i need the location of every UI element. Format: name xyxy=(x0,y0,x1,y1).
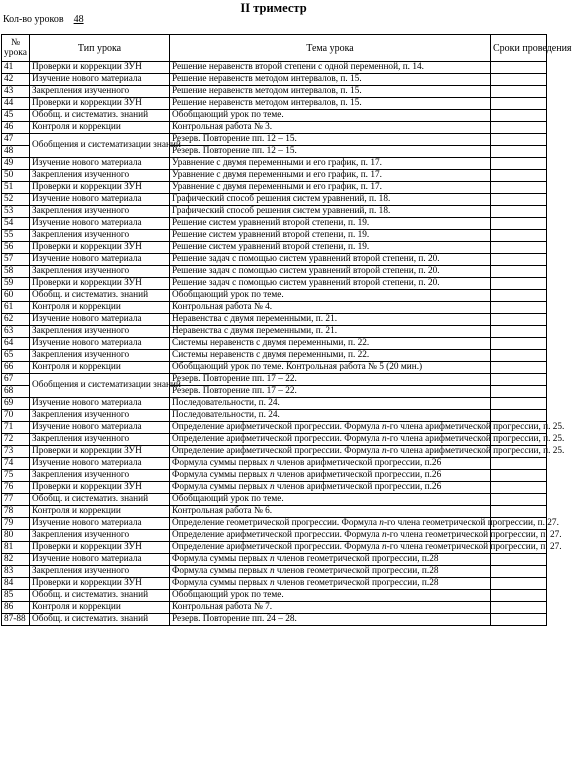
lesson-topic: Формула суммы первых n членов геометрической прогрессии, п.28 xyxy=(170,566,491,578)
lesson-topic: Формула суммы первых n членов арифметической прогрессии, п.26 xyxy=(170,482,491,494)
lesson-dates xyxy=(491,506,547,518)
table-row xyxy=(2,254,547,266)
lesson-type: Обобщ. и систематиз. знаний xyxy=(30,110,170,122)
lesson-dates xyxy=(491,206,547,218)
table-row xyxy=(2,422,547,434)
lesson-dates xyxy=(491,170,547,182)
lesson-dates xyxy=(491,158,547,170)
lesson-type: Закрепления изученного xyxy=(30,566,170,578)
lesson-number: 49 xyxy=(2,158,30,170)
lesson-dates xyxy=(491,614,547,626)
table-row xyxy=(2,122,547,134)
lesson-number: 59 xyxy=(2,278,30,290)
lesson-number: 50 xyxy=(2,170,30,182)
lesson-topic: Решение неравенств методом интервалов, п. 15. xyxy=(170,86,491,98)
lesson-dates xyxy=(491,482,547,494)
lesson-type: Изучение нового материала xyxy=(30,194,170,206)
lesson-number: 46 xyxy=(2,122,30,134)
lesson-dates xyxy=(491,362,547,374)
lesson-topic: Решение задач с помощью систем уравнений второй степени, п. 20. xyxy=(170,254,491,266)
lesson-topic: Формула суммы первых n членов геометрической прогрессии, п.28 xyxy=(170,578,491,590)
lesson-number: 72 xyxy=(2,434,30,446)
lessons-count-value: 48 xyxy=(73,14,84,25)
lesson-dates xyxy=(491,230,547,242)
lesson-number: 68 xyxy=(2,386,30,398)
table-row xyxy=(2,302,547,314)
table-row xyxy=(2,218,547,230)
lesson-type: Контроля и коррекции xyxy=(30,122,170,134)
table-row xyxy=(2,530,547,542)
lesson-dates xyxy=(491,74,547,86)
lessons-count xyxy=(3,14,90,26)
table-row xyxy=(2,446,547,458)
lesson-topic: Решение систем уравнений второй степени, п. 19. xyxy=(170,242,491,254)
lesson-number: 57 xyxy=(2,254,30,266)
lesson-number: 75 xyxy=(2,470,30,482)
page-title: II триместр xyxy=(240,1,307,15)
lesson-topic: Уравнение с двумя переменными и его график, п. 17. xyxy=(170,158,491,170)
table-row xyxy=(2,194,547,206)
lesson-type: Закрепления изученного xyxy=(30,230,170,242)
header-type: Тип урока xyxy=(30,35,170,62)
table-row xyxy=(2,554,547,566)
lesson-topic: Обобщающий урок по теме. xyxy=(170,494,491,506)
table-row xyxy=(2,566,547,578)
lesson-topic: Решение неравенств методом интервалов, п. 15. xyxy=(170,74,491,86)
lesson-number: 66 xyxy=(2,362,30,374)
table-row xyxy=(2,590,547,602)
lesson-dates xyxy=(491,350,547,362)
lesson-topic: Контрольная работа № 7. xyxy=(170,602,491,614)
table-row xyxy=(2,578,547,590)
lesson-topic: Решение задач с помощью систем уравнений второй степени, п. 20. xyxy=(170,278,491,290)
lesson-number: 47 xyxy=(2,134,30,146)
lesson-topic: Последовательности, п. 24. xyxy=(170,410,491,422)
table-row xyxy=(2,98,547,110)
lesson-topic: Уравнение с двумя переменными и его график, п. 17. xyxy=(170,182,491,194)
header-num: № урока xyxy=(2,35,30,62)
lesson-number: 78 xyxy=(2,506,30,518)
lesson-topic: Формула суммы первых n членов геометрической прогрессии, п.28 xyxy=(170,554,491,566)
table-row xyxy=(2,482,547,494)
lesson-dates xyxy=(491,386,547,398)
table-row xyxy=(2,278,547,290)
lesson-dates xyxy=(491,290,547,302)
table-row xyxy=(2,506,547,518)
lesson-dates xyxy=(491,458,547,470)
lesson-type: Закрепления изученного xyxy=(30,350,170,362)
lesson-dates xyxy=(491,566,547,578)
lesson-type: Обобщ. и систематиз. знаний xyxy=(30,494,170,506)
lesson-type: Закрепления изученного xyxy=(30,470,170,482)
lesson-number: 44 xyxy=(2,98,30,110)
lesson-number: 43 xyxy=(2,86,30,98)
lesson-topic: Уравнение с двумя переменными и его график, п. 17. xyxy=(170,170,491,182)
lesson-type: Обобщ. и систематиз. знаний xyxy=(30,614,170,626)
lesson-number: 58 xyxy=(2,266,30,278)
lesson-dates xyxy=(491,134,547,146)
lesson-type: Изучение нового материала xyxy=(30,254,170,266)
lesson-topic: Обобщающий урок по теме. xyxy=(170,110,491,122)
lesson-number: 45 xyxy=(2,110,30,122)
lesson-dates xyxy=(491,110,547,122)
lesson-topic: Графический способ решения систем уравнений, п. 18. xyxy=(170,206,491,218)
lesson-type: Контроля и коррекции xyxy=(30,302,170,314)
lesson-number: 87-88 xyxy=(2,614,30,626)
lesson-type: Изучение нового материала xyxy=(30,158,170,170)
table-row xyxy=(2,110,547,122)
lesson-number: 79 xyxy=(2,518,30,530)
lesson-dates xyxy=(491,326,547,338)
lesson-type: Изучение нового материала xyxy=(30,458,170,470)
lesson-number: 41 xyxy=(2,62,30,74)
table-row xyxy=(2,362,547,374)
lesson-dates xyxy=(491,266,547,278)
lesson-number: 70 xyxy=(2,410,30,422)
lesson-number: 60 xyxy=(2,290,30,302)
lesson-dates xyxy=(491,302,547,314)
lesson-topic: Определение арифметической прогрессии. Формула n-го члена арифметической прогрессии, п. 25. xyxy=(170,446,491,458)
lesson-dates xyxy=(491,410,547,422)
table-row xyxy=(2,494,547,506)
table-row xyxy=(2,290,547,302)
lesson-number: 84 xyxy=(2,578,30,590)
lesson-number: 81 xyxy=(2,542,30,554)
lesson-topic: Обобщающий урок по теме. Контрольная работа № 5 (20 мин.) xyxy=(170,362,491,374)
table-row xyxy=(2,230,547,242)
table-row xyxy=(2,326,547,338)
lesson-dates xyxy=(491,122,547,134)
lesson-number: 51 xyxy=(2,182,30,194)
table-row xyxy=(2,410,547,422)
table-row xyxy=(2,434,547,446)
lesson-type: Проверки и коррекции ЗУН xyxy=(30,62,170,74)
lesson-topic: Решение неравенств методом интервалов, п. 15. xyxy=(170,98,491,110)
lesson-type: Проверки и коррекции ЗУН xyxy=(30,542,170,554)
lesson-dates xyxy=(491,374,547,386)
lesson-topic: Контрольная работа № 6. xyxy=(170,506,491,518)
lesson-topic: Решение систем уравнений второй степени, п. 19. xyxy=(170,218,491,230)
lesson-topic: Формула суммы первых n членов арифметической прогрессии, п.26 xyxy=(170,458,491,470)
lesson-dates xyxy=(491,602,547,614)
lesson-type: Обобщ. и систематиз. знаний xyxy=(30,590,170,602)
lesson-type: Проверки и коррекции ЗУН xyxy=(30,446,170,458)
lesson-type: Изучение нового материала xyxy=(30,218,170,230)
lesson-topic: Резерв. Повторение пп. 17 – 22. xyxy=(170,386,491,398)
table-row xyxy=(2,74,547,86)
lesson-topic: Контрольная работа № 4. xyxy=(170,302,491,314)
table-row xyxy=(2,314,547,326)
table-row xyxy=(2,266,547,278)
table-row xyxy=(2,158,547,170)
lesson-number: 42 xyxy=(2,74,30,86)
lesson-type: Закрепления изученного xyxy=(30,86,170,98)
lesson-topic: Системы неравенств с двумя переменными, п. 22. xyxy=(170,350,491,362)
lesson-topic: Решение неравенств второй степени с одной переменной, п. 14. xyxy=(170,62,491,74)
lesson-type: Контроля и коррекции xyxy=(30,506,170,518)
lesson-dates xyxy=(491,470,547,482)
lesson-type: Контроля и коррекции xyxy=(30,602,170,614)
table-row xyxy=(2,518,547,530)
lesson-number: 62 xyxy=(2,314,30,326)
lesson-number: 55 xyxy=(2,230,30,242)
lesson-topic: Резерв. Повторение пп. 24 – 28. xyxy=(170,614,491,626)
lesson-type: Изучение нового материала xyxy=(30,554,170,566)
lesson-number: 65 xyxy=(2,350,30,362)
lesson-number: 77 xyxy=(2,494,30,506)
lesson-topic: Определение арифметической прогрессии. Формула n-го члена геометрической прогрессии, п. 27. xyxy=(170,530,491,542)
lesson-number: 54 xyxy=(2,218,30,230)
lesson-dates xyxy=(491,398,547,410)
lesson-plan-table xyxy=(1,34,572,626)
table-row xyxy=(2,182,547,194)
lesson-dates xyxy=(491,62,547,74)
header-dates: Сроки проведения xyxy=(491,35,547,62)
lesson-dates xyxy=(491,86,547,98)
lesson-type: Закрепления изученного xyxy=(30,326,170,338)
lesson-topic: Резерв. Повторение пп. 17 – 22. xyxy=(170,374,491,386)
lesson-dates xyxy=(491,218,547,230)
lesson-dates xyxy=(491,254,547,266)
lesson-dates xyxy=(491,98,547,110)
lesson-type: Изучение нового материала xyxy=(30,74,170,86)
lesson-topic: Определение геометрической прогрессии. Формула n-го члена геометрической прогрессии, п. 27. xyxy=(170,518,491,530)
lesson-type: Закрепления изученного xyxy=(30,530,170,542)
lesson-number: 86 xyxy=(2,602,30,614)
lesson-dates xyxy=(491,554,547,566)
lesson-topic: Формула суммы первых n членов арифметической прогрессии, п.26 xyxy=(170,470,491,482)
lesson-number: 67 xyxy=(2,374,30,386)
lesson-dates xyxy=(491,494,547,506)
lesson-dates xyxy=(491,338,547,350)
lesson-type: Закрепления изученного xyxy=(30,170,170,182)
header-topic: Тема урока xyxy=(170,35,491,62)
lesson-type: Закрепления изученного xyxy=(30,410,170,422)
table-row xyxy=(2,86,547,98)
lesson-type: Изучение нового материала xyxy=(30,338,170,350)
lesson-type: Проверки и коррекции ЗУН xyxy=(30,278,170,290)
lesson-dates xyxy=(491,278,547,290)
lesson-number: 69 xyxy=(2,398,30,410)
lesson-number: 53 xyxy=(2,206,30,218)
table-row xyxy=(2,458,547,470)
lesson-dates xyxy=(491,146,547,158)
table-row xyxy=(2,206,547,218)
lesson-number: 48 xyxy=(2,146,30,158)
lesson-dates xyxy=(491,182,547,194)
table-row xyxy=(2,134,547,146)
lesson-number: 71 xyxy=(2,422,30,434)
lesson-dates xyxy=(491,590,547,602)
lesson-topic: Обобщающий урок по теме. xyxy=(170,290,491,302)
lesson-type: Обобщения и систематизации знаний xyxy=(30,374,170,398)
table-row xyxy=(2,350,547,362)
lesson-dates xyxy=(491,314,547,326)
lesson-topic: Определение арифметической прогрессии. Формула n-го члена геометрической прогрессии, п. 27. xyxy=(170,542,491,554)
lesson-topic: Графический способ решения систем уравнений, п. 18. xyxy=(170,194,491,206)
lesson-topic: Решение задач с помощью систем уравнений второй степени, п. 20. xyxy=(170,266,491,278)
lesson-topic: Определение арифметической прогрессии. Формула n-го члена арифметической прогрессии, п. 25. xyxy=(170,422,491,434)
lessons-count-label: Кол-во уроков xyxy=(3,14,64,25)
lesson-type: Проверки и коррекции ЗУН xyxy=(30,182,170,194)
table-row xyxy=(2,542,547,554)
lesson-number: 63 xyxy=(2,326,30,338)
lesson-type: Обобщ. и систематиз. знаний xyxy=(30,290,170,302)
lesson-dates xyxy=(491,578,547,590)
lesson-number: 85 xyxy=(2,590,30,602)
table-row xyxy=(2,170,547,182)
lesson-type: Закрепления изученного xyxy=(30,434,170,446)
lesson-topic: Резерв. Повторение пп. 12 – 15. xyxy=(170,134,491,146)
lesson-type: Проверки и коррекции ЗУН xyxy=(30,242,170,254)
table-body xyxy=(2,62,565,626)
lesson-topic: Определение арифметической прогрессии. Формула n-го члена арифметической прогрессии, п. 25. xyxy=(170,434,491,446)
lesson-type: Проверки и коррекции ЗУН xyxy=(30,482,170,494)
table-row xyxy=(2,602,547,614)
lesson-topic: Резерв. Повторение пп. 12 – 15. xyxy=(170,146,491,158)
lesson-type: Изучение нового материала xyxy=(30,398,170,410)
lesson-number: 80 xyxy=(2,530,30,542)
lesson-number: 74 xyxy=(2,458,30,470)
lesson-number: 56 xyxy=(2,242,30,254)
lesson-type: Изучение нового материала xyxy=(30,314,170,326)
table-row xyxy=(2,242,547,254)
lesson-topic: Неравенства с двумя переменными, п. 21. xyxy=(170,326,491,338)
lesson-type: Изучение нового материала xyxy=(30,422,170,434)
lesson-topic: Последовательности, п. 24. xyxy=(170,398,491,410)
lesson-number: 61 xyxy=(2,302,30,314)
table-row xyxy=(2,338,547,350)
lesson-number: 83 xyxy=(2,566,30,578)
lesson-topic: Обобщающий урок по теме. xyxy=(170,590,491,602)
lesson-type: Изучение нового материала xyxy=(30,518,170,530)
table-row xyxy=(2,398,547,410)
table-row xyxy=(2,470,547,482)
lesson-topic: Решение систем уравнений второй степени, п. 19. xyxy=(170,230,491,242)
lesson-type: Закрепления изученного xyxy=(30,266,170,278)
lesson-topic: Контрольная работа № 3. xyxy=(170,122,491,134)
table-row xyxy=(2,614,547,626)
lesson-number: 64 xyxy=(2,338,30,350)
lesson-number: 82 xyxy=(2,554,30,566)
lesson-dates xyxy=(491,194,547,206)
lesson-type: Обобщения и систематизации знаний xyxy=(30,134,170,158)
lesson-type: Контроля и коррекции xyxy=(30,362,170,374)
lesson-dates xyxy=(491,242,547,254)
lesson-type: Проверки и коррекции ЗУН xyxy=(30,98,170,110)
lesson-number: 73 xyxy=(2,446,30,458)
lesson-number: 76 xyxy=(2,482,30,494)
lesson-number: 52 xyxy=(2,194,30,206)
table-row xyxy=(2,62,547,74)
lesson-topic: Неравенства с двумя переменными, п. 21. xyxy=(170,314,491,326)
lesson-type: Закрепления изученного xyxy=(30,206,170,218)
lesson-type: Проверки и коррекции ЗУН xyxy=(30,578,170,590)
lesson-topic: Системы неравенств с двумя переменными, п. 22. xyxy=(170,338,491,350)
table-row xyxy=(2,374,547,386)
